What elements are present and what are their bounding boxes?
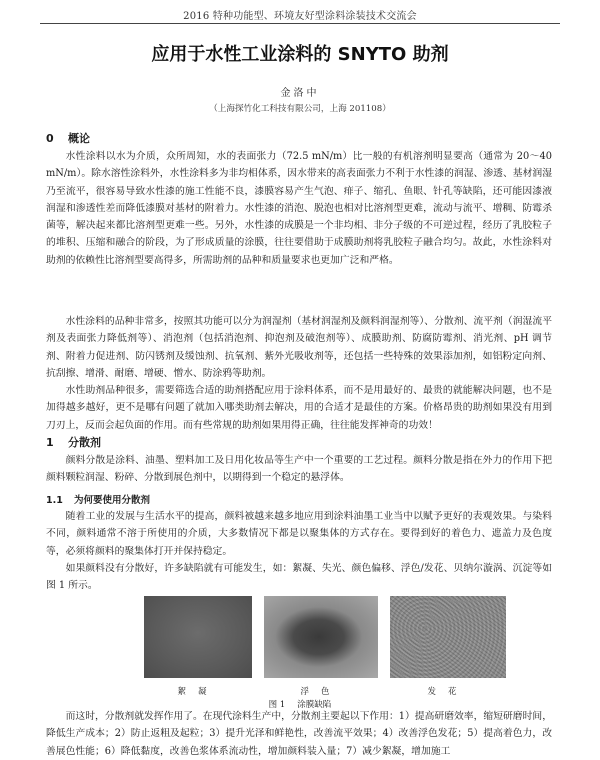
paragraph-intro: 水性涂料以水为介质，众所周知，水的表面张力（72.5 mN/m）比一般的有机溶剂明显要高（通常为 20～40 mN/m）。除水溶性涂料外，水性涂料多为非均相体系，因水带来的高表面张力不利于水性漆的润湿、渗透、基材润湿乃至流平，很容易导致水性漆的施工性能不良，漆膜容易产生气泡、痱子、缩孔、鱼眼、针孔等缺陷，还可能因漆液润湿和渗透性差而降低漆膜对基材的附着力。水性漆的消泡、脱泡也相对比溶剂型更难，流动与流平、增稠、防霉杀菌等，解决起来都比溶剂型更难一些。另外，水性漆的成膜是一个非均相、非分子级的不可逆过程，经历了乳胶粒子的堆积、压缩和融合的阶段，为了形成质量的涂膜，往往要借助于成膜助剂将乳胶粒子融合均匀。故此，水性涂料对助剂的依赖性比溶剂型要高得多，所需助剂的品种和质量要求也更加广泛和严格。 [46,151,552,266]
figure-label-floating: 浮色 [300,687,342,697]
paper-title: 应用于水性工业涂料的 SNYTO 助剂 [151,44,449,65]
figure-caption-text: 涂膜缺陷 [297,700,332,710]
section-number: 0 [46,132,54,145]
paragraph-dispersant-role: 而这时，分散剂就发挥作用了。在现代涂料生产中，分散剂主要起以下作用：1）提高研磨效率，缩短研磨时间，降低生产成本；2）防止返粗及起粒；3）提升光泽和鲜艳性，改善流平效果；4）改善浮色发花；5）提高着色力，改善展色性能；6）降低黏度，改善色浆体系流动性，增加颜料装入量；7）减少絮凝，增加施工 [46,711,552,757]
figure-number: 图 1 [268,700,286,710]
section-title: 分散剂 [68,436,101,449]
paragraph-selection: 水性助剂品种很多，需要筛选合适的助剂搭配应用于涂料体系，而不是用最好的、最贵的就能解决问题，也不是加得越多越好，更不是哪有问题了就加入哪类助剂去解决，用的合适才是最佳的方案。价格昂贵的助剂如果没有用到刀刃上，反而会起负面的作用。而有些常规的助剂如果用得正确，往往能发挥神奇的功效！ [46,385,552,431]
header-rule [40,23,560,24]
figure-image-flocculation [144,596,252,678]
section-number: 1 [46,436,54,449]
subsection-title: 为何要使用分散剂 [74,495,151,506]
figure-image-floating [264,596,378,678]
subsection-heading [46,492,150,506]
figure-label-flocculation: 絮凝 [177,687,219,697]
figure-label-flooding: 发花 [427,687,469,697]
paragraph-additive-types: 水性涂料的品种非常多，按照其功能可以分为润湿剂（基材润湿剂及颜料润湿剂等）、分散剂、流平剂（润湿流平剂及表面张力降低剂等）、消泡剂（包括消泡剂、抑泡剂及破泡剂等）、成膜助剂、防腐防霉剂、消光剂、pH 调节剂、附着力促进剂、防闪锈剂及缓蚀剂、抗氧剂、紫外光吸收剂等，还包括一些特殊的效果添加剂，如铝粉定向剂、抗刮擦、增滑、耐磨、增硬、憎水、防涂鸦等助剂。 [46,316,552,379]
section-title: 概论 [68,132,90,145]
section-heading-1 [46,434,101,450]
running-head: 2016 特种功能型、环境友好型涂料涂装技术交流会 [183,11,417,22]
subsection-number: 1.1 [46,495,63,506]
author: 金洛中 [280,88,320,99]
figure-image-flooding [390,596,506,678]
affiliation: （上海探竹化工科技有限公司，上海 201108） [209,104,391,114]
paragraph-dispersion-def: 颜料分散是涂料、油墨、塑料加工及日用化妆品等生产中一个重要的工艺过程。颜料分散是指在外力的作用下把颜料颗粒润湿、粉碎、分散到展色剂中，以期得到一个稳定的悬浮体。 [46,455,552,484]
section-heading-0 [46,130,90,146]
paragraph-why-disperse: 随着工业的发展与生活水平的提高，颜料被越来越多地应用到涂料油墨工业当中以赋予更好的表观效果。与染料不同，颜料通常不溶于所使用的介质，大多数情况下都是以聚集体的方式存在。要得到好的着色力、遮盖力及色度等，必须将颜料的聚集体打开并保持稳定。 [46,511,552,557]
paragraph-defects: 如果颜料没有分散好，许多缺陷就有可能发生，如：絮凝、失光、颜色偏移、浮色/发花、贝纳尔漩涡、沉淀等如图 1 所示。 [46,563,552,592]
